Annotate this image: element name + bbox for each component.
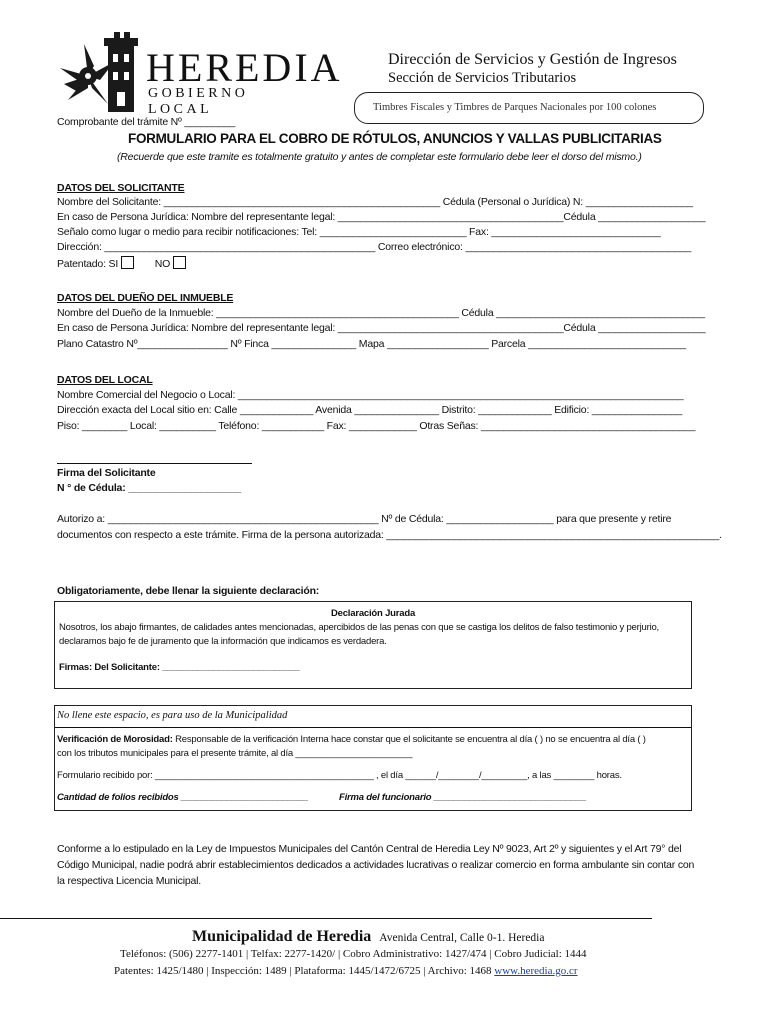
municipal-divider <box>55 727 691 728</box>
declaracion-box <box>54 601 692 689</box>
dueno-catastro-field[interactable]: Plano Catastro Nº________________ Nº Finca _______________ Mapa __________________ Parcela ____________________________ <box>57 338 687 350</box>
footer-website-link[interactable]: www.heredia.go.cr <box>494 965 578 977</box>
solicitante-direccion-field[interactable]: Dirección: ________________________________________________ Correo electrónico: ________________________________________ <box>57 241 692 253</box>
legal-text-2: Código Municipal, nadie podrá abrir establecimientos dedicados a actividades lucrativas o realizar comercio en forma ambulante sin contar con <box>57 859 695 871</box>
folios-field[interactable]: Cantidad de folios recibidos _________________________ <box>57 792 309 803</box>
logo-subtitle: GOBIERNO LOCAL <box>148 86 249 117</box>
patentado-no-label: NO <box>154 258 171 270</box>
comprobante-field[interactable]: Comprobante del trámite Nº _________ <box>57 116 236 128</box>
stamp-text: Timbres Fiscales y Timbres de Parques Nacionales por 100 colones <box>373 102 657 113</box>
solicitante-notificaciones-field[interactable]: Señalo como lugar o medio para recibir notificaciones: Tel: __________________________ Fax: ______________________________ <box>57 226 661 238</box>
dueno-nombre-field[interactable]: Nombre del Dueño de la Inmueble: ___________________________________________ Cédula _____________________________________ <box>57 307 705 319</box>
morosidad-label: Verificación de Morosidad: <box>57 734 173 745</box>
footer-title-row <box>192 928 544 946</box>
firma-signature-line[interactable] <box>57 463 252 464</box>
dueno-representante-field[interactable]: En caso de Persona Jurídica: Nombre del representante legal: ________________________________________Cédula ___________________ <box>57 322 706 334</box>
municipal-note: No llene este espacio, es para uso de la Municipalidad <box>57 710 288 721</box>
form-subtitle: (Recuerde que este tramite es totalmente gratuito y antes de completar este formulario debe leer el dorso del mismo.) <box>117 151 642 163</box>
municipal-box <box>54 705 692 811</box>
declaracion-intro: Obligatoriamente, debe llenar la siguiente declaración: <box>57 585 320 597</box>
footer-address: Avenida Central, Calle 0-1. Heredia <box>379 932 545 944</box>
footer-phones: Teléfonos: (506) 2277-1401 | Telfax: 2277-1420/ | Cobro Administrativo: 1427/474 | Cobro Judicial: 1444 <box>120 948 587 960</box>
morosidad-detail: Responsable de la verificación Interna hace constar que el solicitante se encuentra al día ( ) no se encuentra al día ( ) <box>172 734 646 745</box>
patentado-si-label: Patentado: SI <box>57 258 119 270</box>
heredia-flower-tower-icon <box>58 32 148 118</box>
footer-name: Municipalidad de Heredia <box>192 928 372 945</box>
funcionario-field[interactable]: Firma del funcionario ______________________________ <box>339 792 587 803</box>
logo-title: HEREDIA <box>146 45 343 90</box>
footer-patentes: Patentes: 1425/1480 | Inspección: 1489 | Plataforma: 1445/1472/6725 | Archivo: 1468 <box>114 965 495 977</box>
declaracion-title: Declaración Jurada <box>330 608 416 619</box>
footer-patentes-row <box>114 965 578 977</box>
section-dueno: DATOS DEL DUEÑO DEL INMUEBLE <box>57 292 234 304</box>
legal-text-3: la respectiva Licencia Municipal. <box>57 875 201 887</box>
firma-cedula-field[interactable]: N ° de Cédula: ____________________ <box>57 482 241 494</box>
solicitante-nombre-field[interactable]: Nombre del Solicitante: _________________________________________________ Cédula (Personal o Jurídica) N: ___________________ <box>57 196 693 208</box>
declaracion-text-1: Nosotros, los abajo firmantes, de calidades antes mencionadas, apercibidos de las penas con que se castiga los delitos de falso testimonio y perjurio, <box>59 622 659 633</box>
local-piso-field[interactable]: Piso: ________ Local: __________ Teléfono: ___________ Fax: ____________ Otras Señas: ______________________________________ <box>57 420 696 432</box>
form-title: FORMULARIO PARA EL COBRO DE RÓTULOS, ANUNCIOS Y VALLAS PUBLICITARIAS <box>128 131 662 146</box>
dept-subtitle: Sección de Servicios Tributarios <box>388 70 577 86</box>
firma-label: Firma del Solicitante <box>57 467 156 479</box>
section-local: DATOS DEL LOCAL <box>57 374 153 386</box>
morosidad-text-2[interactable]: con los tributos municipales para el presente trámite, al día _______________________ <box>57 748 413 759</box>
stamp-box <box>354 92 704 124</box>
legal-text-1: Conforme a lo estipulado en la Ley de Impuestos Municipales del Cantón Central de Heredia Ley Nº 9023, Art 2º y siguientes y el Art 79° del <box>57 843 682 855</box>
footer-divider <box>0 918 652 919</box>
local-direccion-field[interactable]: Dirección exacta del Local sitio en: Calle _____________ Avenida _______________ Distrito: _____________ Edificio: ________________ <box>57 404 683 416</box>
heredia-logo <box>58 32 343 118</box>
autorizo-field[interactable]: Autorizo a: ________________________________________________ Nº de Cédula: ___________________ para que presente y retire <box>57 513 672 525</box>
dept-title: Dirección de Servicios y Gestión de Ingresos <box>388 51 677 68</box>
declaracion-text-2: declaramos bajo fe de juramento que la información que indicamos es verdadera. <box>59 636 387 647</box>
recibido-field[interactable]: Formulario recibido por: ___________________________________________ , el día ______/________/_________, a las ________ horas. <box>57 770 622 781</box>
declaracion-firmas-field[interactable]: Firmas: Del Solicitante: ___________________________ <box>59 662 300 673</box>
section-solicitante: DATOS DEL SOLICITANTE <box>57 182 185 194</box>
morosidad-text <box>57 734 646 745</box>
local-nombre-field[interactable]: Nombre Comercial del Negocio o Local: _______________________________________________________________________________ <box>57 389 684 401</box>
patentado-row <box>57 256 186 270</box>
solicitante-representante-field[interactable]: En caso de Persona Jurídica: Nombre del representante legal: ________________________________________Cédula ___________________ <box>57 211 706 223</box>
patentado-no-checkbox[interactable] <box>173 256 186 269</box>
patentado-si-checkbox[interactable] <box>121 256 134 269</box>
autorizo-firma-field[interactable]: documentos con respecto a este trámite. Firma de la persona autorizada: ___________________________________________________________. <box>57 529 722 541</box>
